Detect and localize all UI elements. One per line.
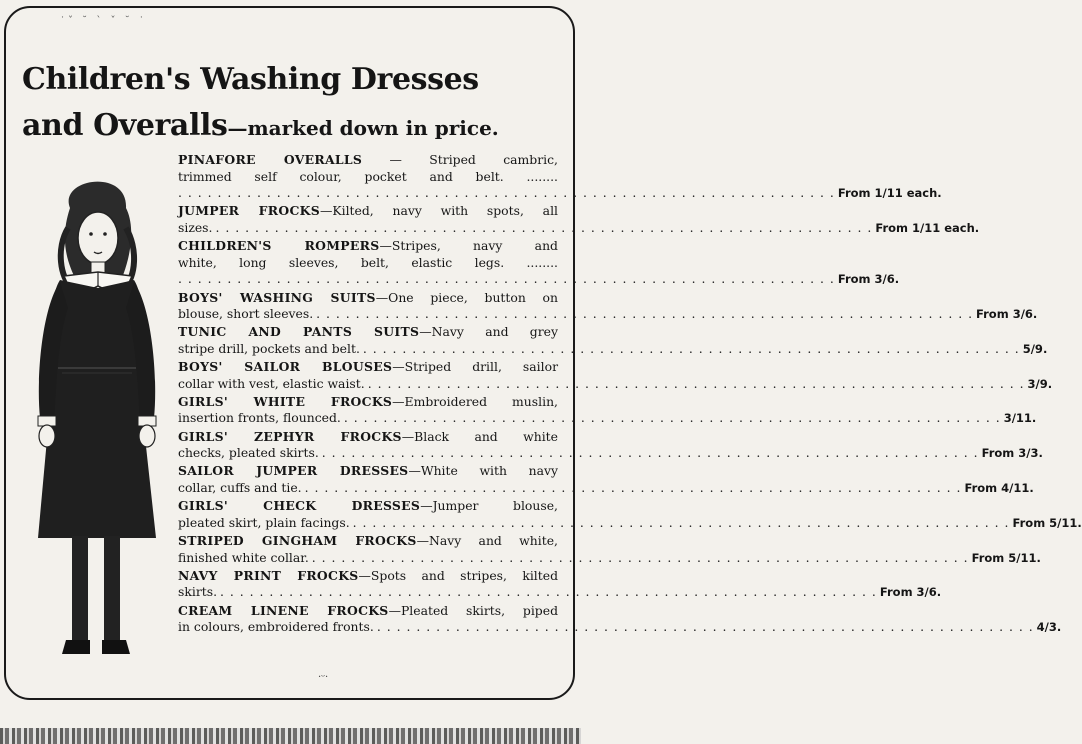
list-item [178,289,1038,323]
item-name: NAVY PRINT FROCKS [178,567,359,583]
item-price: 3/11. [1003,411,1037,426]
item-price: From 3/3. [981,446,1043,461]
item-name: CREAM LINENE FROCKS [178,602,389,618]
item-description-line: GIRLS' CHECK DRESSES—Jumper blouse, [178,498,559,514]
list-item [178,567,942,601]
list-item [178,393,1037,427]
list-item [178,428,1043,462]
leader-dots [178,185,835,200]
list-item [178,238,900,288]
item-price: 5/9. [1022,341,1048,356]
list-item [178,203,980,236]
leader-dots [353,515,1010,530]
item-description-line: blouse, short sleeves. [178,306,314,322]
item-description-line: stripe drill, pockets and belt. [178,340,360,356]
list-item [178,498,1082,531]
item-price: From 3/6. [837,272,900,287]
leader-dots [178,271,835,286]
item-description-line: PINAFORE OVERALLS — Striped cambric, [178,152,558,167]
list-item [178,152,942,202]
item-name: STRIPED GINGHAM FROCKS [178,533,417,548]
item-description-line: trimmed self colour, pocket and belt. ........ [178,168,558,184]
leader-dots [312,550,969,565]
leader-dots [377,619,1034,634]
item-price: 4/3. [1036,620,1062,635]
item-description-line: pleated skirt, plain facings. [178,514,350,530]
item-price: From 3/6. [879,585,942,600]
item-description-line: sizes. [178,219,213,235]
item-name: PINAFORE OVERALLS [178,152,363,167]
item-name: BOYS' WASHING SUITS [178,289,376,305]
leader-dots [322,445,979,460]
headline-subline: —marked down in price. [227,116,499,140]
item-description-line: STRIPED GINGHAM FROCKS—Navy and white, [178,533,558,548]
item-description-line: TUNIC AND PANTS SUITS—Navy and grey [178,324,558,340]
item-price: 3/9. [1027,376,1053,391]
item-description-line: BOYS' WASHING SUITS—One piece, button on [178,289,558,305]
item-price: From 4/11. [964,481,1034,496]
leader-dots [220,584,877,599]
item-description-line: BOYS' SAILOR BLOUSES—Striped drill, sailor [178,359,558,375]
item-price: From 1/11 each. [837,186,942,201]
item-name: JUMPER FROCKS [178,203,320,219]
list-item [178,463,1034,496]
item-description-line: collar with vest, elastic waist. [178,375,365,391]
leader-dots [215,220,872,235]
item-description-line: white, long sleeves, belt, elastic legs. ........ [178,254,558,270]
advertisement-headline [22,58,562,150]
list-item [178,533,1041,566]
list-item [178,324,1048,357]
girl-in-dress-illustration [18,168,176,688]
item-price: From 1/11 each. [875,220,980,235]
item-name: BOYS' SAILOR BLOUSES [178,359,393,375]
item-description-line: SAILOR JUMPER DRESSES—White with navy [178,463,558,479]
item-description-line: finished white collar. [178,549,309,565]
torn-bottom-edge [0,728,581,744]
list-item [178,359,1053,392]
item-description-line: CREAM LINENE FROCKS—Pleated skirts, piped [178,602,558,618]
item-description-line: CHILDREN'S ROMPERS—Stripes, navy and [178,238,558,254]
item-description-line: collar, cuffs and tie. [178,480,302,496]
item-description-line: in colours, embroidered fronts. [178,619,374,635]
item-name: GIRLS' CHECK DRESSES [178,498,421,514]
item-name: TUNIC AND PANTS SUITS [178,324,420,340]
item-description-line: JUMPER FROCKS—Kilted, navy with spots, all [178,203,558,219]
leader-dots [344,410,1001,425]
leader-dots [368,376,1025,391]
item-price: From 3/6. [976,307,1038,322]
item-price: From 5/11. [971,550,1041,565]
leader-dots [363,341,1020,356]
item-name: SAILOR JUMPER DRESSES [178,463,409,479]
item-description-line: insertion fronts, flounced. [178,410,341,426]
price-list [178,152,1082,637]
item-name: GIRLS' WHITE FROCKS [178,393,393,409]
list-item [178,602,1062,636]
item-description-line: GIRLS' ZEPHYR FROCKS—Black and white [178,428,558,444]
leader-dots [316,306,973,321]
ornament-mark: ·ᵕ· [318,672,329,683]
item-description-line: NAVY PRINT FROCKS—Spots and stripes, kilted [178,567,558,583]
item-name: GIRLS' ZEPHYR FROCKS [178,428,402,444]
print-specks: ˙ˇ ˘ ` ˇ ˘ ˙ [60,16,147,27]
headline-line-1: Children's Washing Dresses [22,62,479,97]
item-description-line: checks, pleated skirts. [178,445,319,461]
item-description-line: GIRLS' WHITE FROCKS—Embroidered muslin, [178,393,558,409]
headline-line-2: and Overalls [22,108,228,143]
leader-dots [305,480,962,495]
item-name: CHILDREN'S ROMPERS [178,238,380,254]
item-price: From 5/11. [1012,515,1082,530]
item-description-line: skirts. [178,584,218,600]
